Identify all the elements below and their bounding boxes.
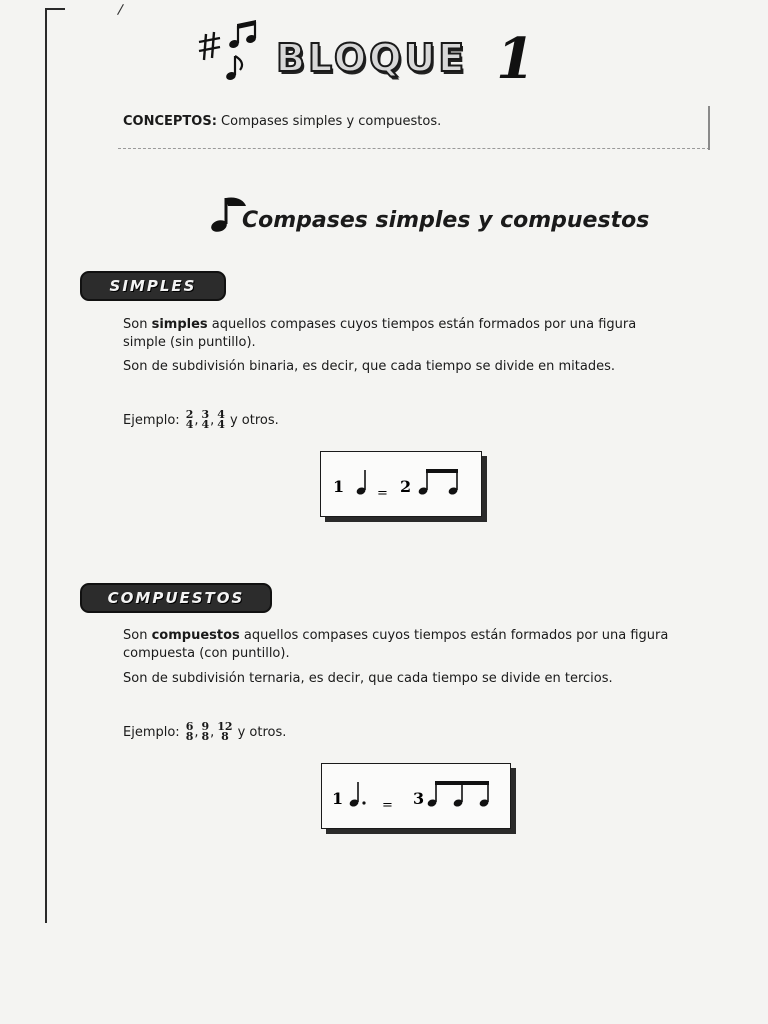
fraction-3-4: 3 4 xyxy=(201,408,210,431)
dotted-quarter-note-icon xyxy=(349,782,366,808)
compuestos-badge: COMPUESTOS xyxy=(80,583,272,613)
compuestos-example-label: Ejemplo: xyxy=(123,724,180,740)
fraction-9-8: 9 8 xyxy=(201,720,210,743)
compuestos-rhythm-box xyxy=(321,763,511,829)
simples-subdivision: Son de subdivisión binaria, es decir, que cada tiempo se divide en mitades. xyxy=(123,359,615,374)
concepts-label: CONCEPTOS: xyxy=(123,114,217,129)
simples-example: Ejemplo: 2 4 , 3 4 , 4 4 y otros. xyxy=(123,408,279,431)
fraction-6-8: 6 8 xyxy=(185,720,194,743)
fraction-2-4: 2 4 xyxy=(185,408,194,431)
simples-rhythm-box xyxy=(320,451,482,517)
simples-badge: SIMPLES xyxy=(80,271,226,301)
block-title: BLOQUE xyxy=(276,36,468,80)
concepts-divider xyxy=(118,148,710,149)
simples-eq-left: 1 xyxy=(333,477,345,496)
simples-def-bold: simples xyxy=(151,317,208,332)
block-number: 1 xyxy=(496,26,535,92)
simples-definition xyxy=(123,316,683,352)
binding-margin-corner xyxy=(45,8,65,10)
compuestos-eq-equals: = xyxy=(382,798,393,813)
compuestos-subdivision: Son de subdivisión ternaria, es decir, que cada tiempo se divide en tercios. xyxy=(123,671,613,686)
concepts-line xyxy=(123,114,441,129)
compuestos-def-bold: compuestos xyxy=(151,628,240,643)
compuestos-example-tail: y otros. xyxy=(237,724,287,740)
compuestos-definition xyxy=(123,627,683,663)
binding-margin-line xyxy=(45,8,47,923)
simples-eq-right: 2 xyxy=(400,477,412,496)
section-title: Compases simples y compuestos xyxy=(242,208,650,233)
simples-def-post: aquellos compases cuyos tiempos están formados por una figura simple (sin puntillo). xyxy=(123,317,637,350)
compuestos-def-post: aquellos compases cuyos tiempos están formados por una figura compuesta (con puntillo). xyxy=(123,628,669,661)
compuestos-example: Ejemplo: 6 8 , 9 8 , 12 8 y otros. xyxy=(123,720,287,743)
scan-mark: / xyxy=(116,1,125,19)
compuestos-eq-left: 1 xyxy=(332,789,344,808)
compuestos-eq-right: 3 xyxy=(413,789,425,808)
fraction-4-4: 4 4 xyxy=(217,408,225,431)
simples-rhythm-figure xyxy=(321,452,481,516)
music-notes-icon xyxy=(196,20,266,86)
concepts-side-rule xyxy=(708,106,710,150)
simples-example-label: Ejemplo: xyxy=(123,412,180,428)
three-eighth-notes-icon xyxy=(427,781,490,808)
compuestos-def-pre: Son xyxy=(123,628,152,643)
fraction-12-8: 12 8 xyxy=(217,720,233,743)
compuestos-rhythm-figure xyxy=(322,764,510,828)
two-eighth-notes-icon xyxy=(418,469,459,496)
concepts-text: Compases simples y compuestos. xyxy=(221,114,442,129)
simples-example-tail: y otros. xyxy=(229,412,279,428)
simples-def-pre: Son xyxy=(123,317,152,332)
simples-eq-equals: = xyxy=(377,486,388,501)
